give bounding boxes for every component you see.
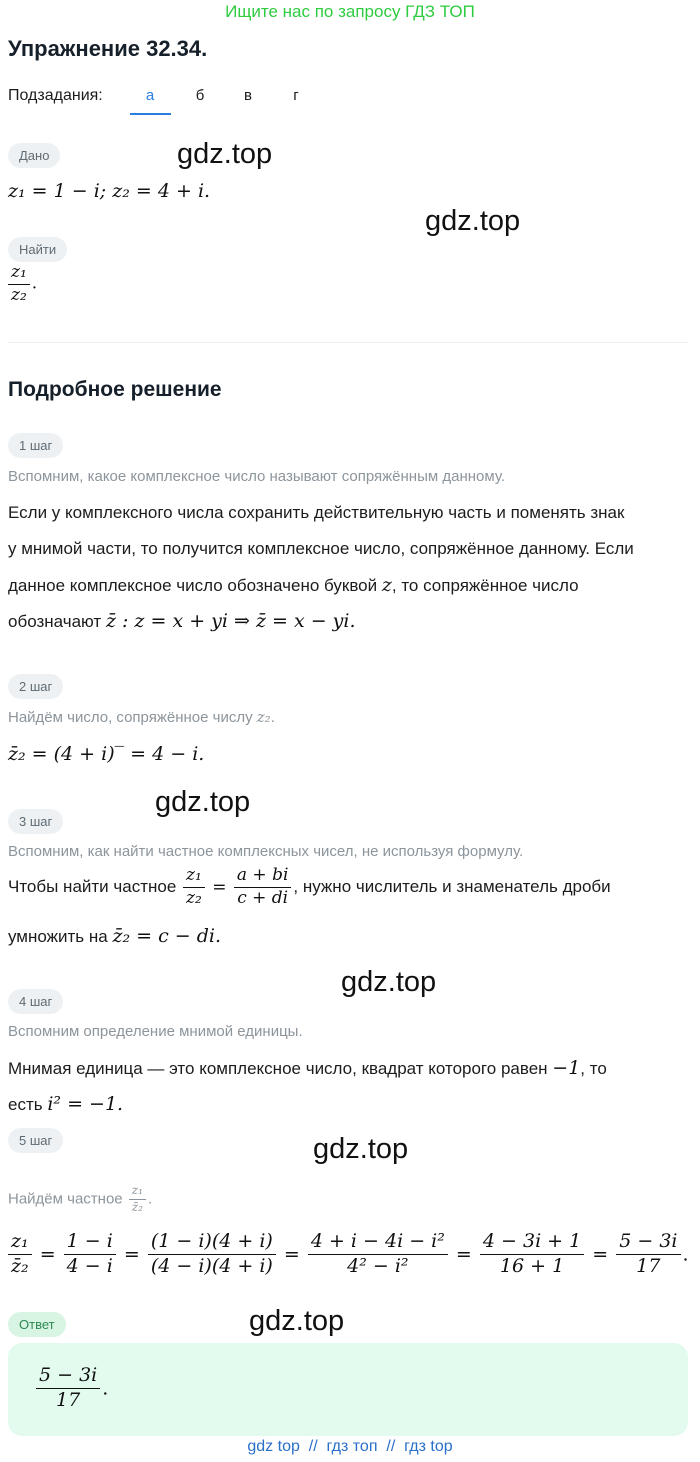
step-4-hint: Вспомним определение мнимой единицы. (8, 1023, 303, 1040)
step-1-text-line3 (8, 567, 579, 604)
chain-num: (1 − i)(4 + i) (148, 1231, 276, 1255)
answer-num: 5 − 3i (36, 1365, 100, 1389)
chain-num: 1 − i (64, 1231, 116, 1255)
chain-num: 4 − 3i + 1 (480, 1231, 584, 1255)
watermark: gdz.top (155, 786, 251, 818)
step-3-frac2-num: a + bi (234, 866, 292, 888)
step-2-hint-end: . (270, 709, 275, 726)
page-title: Упражнение 32.34. (8, 36, 208, 61)
watermark: gdz.top (313, 1133, 409, 1165)
step-2-hint-var: z₂ (256, 708, 271, 726)
promo-banner[interactable]: Ищите нас по запросу ГДЗ ТОП (225, 2, 475, 21)
answer-end: . (102, 1377, 109, 1400)
step-3-text-a: Чтобы найти частное (8, 877, 177, 897)
step-2-badge: 2 шаг (8, 674, 63, 699)
step-1-text-line3-a: данное комплексное число обозначено буквой (8, 576, 378, 595)
tab-g[interactable]: г (293, 87, 299, 104)
chain-num: 5 − 3i (616, 1231, 680, 1255)
footer-links[interactable]: gdz top // гдз топ // гдз top (247, 1438, 453, 1455)
watermark: gdz.top (425, 205, 521, 237)
chain-den: 17 (636, 1254, 661, 1277)
find-formula (6, 263, 37, 305)
watermark: gdz.top (341, 966, 437, 998)
step-5-hint-text: Найдём частное (8, 1190, 123, 1208)
find-period: . (31, 273, 38, 294)
step-5-badge: 5 шаг (8, 1128, 63, 1153)
solution-title: Подробное решение (8, 378, 222, 401)
step-4-text-line2 (8, 1086, 123, 1123)
step-4-text-a: Мнимая единица — это комплексное число, квадрат которого равен (8, 1059, 548, 1078)
tab-a[interactable]: а (145, 87, 155, 104)
step-1-text-line1: Если у комплексного числа сохранить действительную часть и поменять знак (8, 503, 625, 522)
step-4-minus-one: −1 (552, 1057, 581, 1079)
given-formula: z₁ = 1 − i; z₂ = 4 + i. (8, 180, 211, 202)
step-1-text-line3-b: , то сопряжённое число (391, 576, 579, 595)
chain-den: 16 + 1 (499, 1254, 565, 1277)
step-2-formula: z̄₂ = (4 + i)‾ = 4 − i. (8, 743, 205, 765)
step-3-hint: Вспомним, как найти частное комплексных чисел, не используя формулу. (8, 843, 524, 860)
chain-num: 4 + i − 4i − i² (308, 1231, 448, 1255)
step-3-text-c: умножить на (8, 927, 108, 946)
answer-formula (34, 1365, 108, 1412)
step-1-hint: Вспомним, какое комплексное число называют сопряжённым данному. (8, 468, 506, 485)
active-tab-indicator (130, 113, 171, 115)
step-5-hint (8, 1184, 152, 1215)
tab-b[interactable]: б (195, 87, 205, 104)
chain-den: z̄₂ (11, 1254, 29, 1277)
step-5-hint-end: . (147, 1190, 153, 1208)
step-1-badge: 1 шаг (8, 433, 63, 458)
step-1-var: z (381, 574, 392, 596)
step-3-text-line2 (8, 918, 221, 955)
chain-den: (4 − i)(4 + i) (150, 1254, 273, 1277)
find-numerator: z₁ (8, 263, 30, 285)
tab-v[interactable]: в (244, 87, 252, 104)
step-3-text-line1: Чтобы найти частное $\frac{\text{z₁}}{\text{z₂}}$ = $\frac{a + bi}{c + di}$ , нужно числитель и знаменатель дроби (8, 865, 611, 908)
chain-den: 4² − i² (347, 1254, 409, 1277)
chain-end: . (682, 1243, 689, 1266)
step-2-hint (8, 708, 275, 726)
answer-box (8, 1343, 688, 1436)
step-3-text-b: , нужно числитель и знаменатель дроби (293, 877, 611, 897)
step-5-hint-den: z̄₂ (131, 1199, 143, 1214)
chain-num: z₁ (8, 1231, 32, 1255)
step-4-text-a-end: , то (580, 1059, 607, 1078)
step-1-text-line4 (8, 603, 356, 640)
step-3-badge: 3 шаг (8, 809, 63, 834)
find-badge: Найти (8, 237, 67, 262)
divider (8, 342, 688, 343)
answer-den: 17 (56, 1388, 81, 1411)
watermark: gdz.top (177, 138, 273, 170)
step-3-formula: z̄₂ = c − di. (112, 925, 222, 947)
given-badge: Дано (8, 143, 60, 168)
watermark: gdz.top (249, 1305, 345, 1337)
step-5-hint-num: z₁ (129, 1184, 146, 1200)
step-4-badge: 4 шаг (8, 989, 63, 1014)
subtasks-label: Подзадания: (8, 87, 103, 104)
step-5-chain: $\frac{\text{z₁}}{\text{z̄₂}}$ = $\frac{1 - i}{4 - i}$ = $\frac{(1 - i)(4 + i)}{(4 - i)(4 + i)}$ = $\frac{\text{4 + i − 4i − i²}}{\text{4² − i²}}$ = $\frac{4 - 3i + 1}{16 + 1}$ = $\frac{5 - 3i}{17}$ . (6, 1231, 689, 1278)
step-4-text-line1 (8, 1050, 607, 1087)
step-2-hint-text: Найдём число, сопряжённое числу (8, 709, 253, 726)
find-denominator: z₂ (11, 284, 27, 305)
step-4-formula: i² = −1. (47, 1093, 124, 1115)
step-1-text-line4-a: обозначают (8, 612, 102, 631)
step-1-formula: z̄ : z = x + yi ⇒ z̄ = x − yi. (105, 610, 356, 632)
answer-badge: Ответ (8, 1312, 66, 1337)
step-3-frac1-den: z₂ (186, 887, 202, 908)
step-4-text-b: есть (8, 1095, 43, 1114)
step-1-text-line2: у мнимой части, то получится комплексное число, сопряжённое данному. Если (8, 539, 634, 558)
chain-den: 4 − i (66, 1254, 113, 1277)
step-3-frac2-den: c + di (237, 887, 289, 908)
step-3-frac1-num: z₁ (183, 866, 205, 888)
